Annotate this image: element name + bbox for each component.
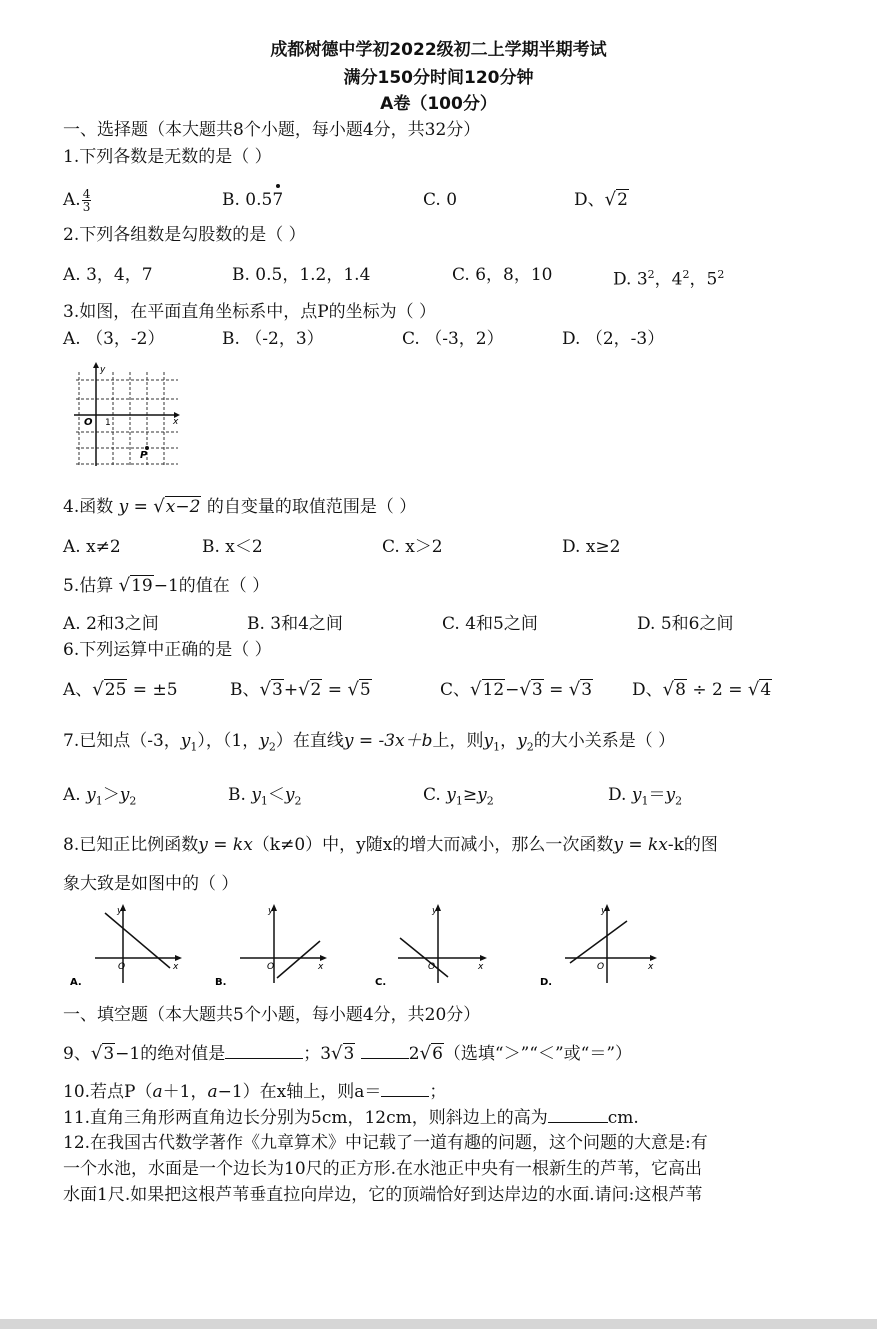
svg-text:x: x [478,962,484,972]
section1-heading: 一、选择题（本大题共8个小题，每小题4分，共32分） [63,120,481,140]
q6-option-b: B、√3+√2 = √5 [230,679,371,700]
q3-x-label: x [173,417,179,427]
q3-origin-label: O [84,417,93,428]
q8-label-d: D. [540,977,553,988]
q4-option-b: B. x＜2 [202,537,263,557]
q2-option-a: A. 3，4，7 [63,265,153,285]
q3-option-c: C. （-3，2） [402,329,504,349]
svg-text:y: y [432,906,438,916]
q5-stem: 5.估算 √19−1的值在（ ） [63,575,270,596]
q11-blank[interactable] [548,1122,608,1123]
q8-graph-a [65,903,185,991]
q6-option-a: A、√25 = ±5 [63,679,178,700]
svg-text:y: y [268,906,274,916]
q4-stem: 4.函数 y = √x−2 的自变量的取值范围是（ ） [63,496,417,517]
q5-option-c: C. 4和5之间 [442,614,538,634]
q3-option-a: A. （3，-2） [63,329,165,349]
q5-option-a: A. 2和3之间 [63,614,159,634]
q7-option-c: C. $y_1\ge y_2$ [423,785,494,808]
q9-blank-2[interactable] [361,1058,409,1059]
svg-text:O: O [597,962,605,972]
q12-line1: 12.在我国古代数学著作《九章算术》中记载了一道有趣的问题，这个问题的大意是:有 [63,1133,708,1153]
q1-option-d: D、√2 [574,189,628,210]
q8-graph-b [210,903,330,991]
q6-option-d: D、√8 ÷ 2 = √4 [632,679,772,700]
svg-text:y: y [117,906,123,916]
q2-option-c: C. 6，8，10 [452,265,553,285]
q3-stem: 3.如图，在平面直角坐标系中，点P的坐标为（ ） [63,302,437,322]
q8-graph-d [535,903,660,991]
page-bottom-bar [0,1319,877,1329]
section2-heading: 一、填空题（本大题共5个小题，每小题4分，共20分） [63,1005,481,1025]
q6-stem: 6.下列运算中正确的是（ ） [63,640,272,660]
q7-option-d: D. $y_1=y_2$ [608,785,683,808]
q2-stem: 2.下列各组数是勾股数的是（ ） [63,225,306,245]
q3-y-label: y [100,365,106,375]
q1-stem: 1.下列各数是无数的是（ ） [63,147,272,167]
svg-text:x: x [318,962,324,972]
svg-text:x: x [173,962,179,972]
svg-text:O: O [267,962,275,972]
q2-option-b: B. 0.5，1.2，1.4 [232,265,371,285]
section-a-title: A卷（100分） [380,94,497,114]
q4-option-a: A. x≠2 [63,537,121,557]
exam-title: 成都树德中学初2022级初二上学期半期考试 [270,40,607,60]
q1-option-c: C. 0 [423,190,458,210]
q8-stem-line1: 8.已知正比例函数y = kx（k≠0）中，y随x的增大而减小，那么一次函数y = kx-k的图 [63,835,718,855]
svg-text:O: O [118,962,126,972]
exam-subtitle: 满分150分时间120分钟 [343,68,534,88]
q9-stem: 9、√3−1的绝对值是 ；3√3 2√6（选填“＞”“＜”或“＝”） [63,1043,633,1064]
svg-text:O: O [428,962,436,972]
q3-option-d: D. （2，-3） [562,329,665,349]
svg-text:y: y [601,906,607,916]
q7-option-b: B. $y_1<y_2$ [228,785,302,808]
q8-label-c: C. [375,977,387,988]
q5-option-d: D. 5和6之间 [637,614,734,634]
q1-option-a: A. $\frac{4}{3}$ [63,187,91,214]
q1-option-b: B. 0.57 [222,190,284,210]
svg-text:x: x [648,962,654,972]
fraction: $\frac{4}{3}$ [82,187,91,214]
q8-label-b: B. [215,977,227,988]
q7-stem: 7.已知点（-3，$y_1$），（1，$y_2$）在直线y = -3x＋b上，则$y_1$，$y_2$的大小关系是（ ） [63,731,676,754]
q3-unit-label: 1 [105,418,111,428]
q3-coordinate-grid [70,362,182,468]
q8-label-a: A. [70,977,82,988]
q2-option-d: D. $3^2$，$4^2$，$5^2$ [613,268,725,290]
q4-option-d: D. x≥2 [562,537,621,557]
q8-graph-c [370,903,490,991]
q9-blank-1[interactable] [225,1058,303,1059]
q7-option-a: A. $y_1>y_2$ [63,785,137,808]
q8-stem-line2: 象大致是如图中的（ ） [63,874,239,894]
q12-line3: 水面1尺.如果把这根芦苇垂直拉向岸边，它的顶端恰好到达岸边的水面.请问:这根芦苇 [63,1185,703,1205]
q11-stem: 11.直角三角形两直角边长分别为5cm，12cm，则斜边上的高为 cm. [63,1108,639,1128]
q6-option-c: C、√12−√3 = √3 [440,679,593,700]
q3-p-label: P [140,450,148,461]
q5-option-b: B. 3和4之间 [247,614,343,634]
q12-line2: 一个水池，水面是一个边长为10尺的正方形.在水池正中央有一根新生的芦苇，它高出 [63,1159,703,1179]
q10-blank[interactable] [381,1096,429,1097]
q10-stem: 10.若点P（a＋1，a−1）在x轴上，则a＝ ； [63,1082,447,1102]
q3-option-b: B. （-2，3） [222,329,324,349]
q4-option-c: C. x＞2 [382,537,443,557]
